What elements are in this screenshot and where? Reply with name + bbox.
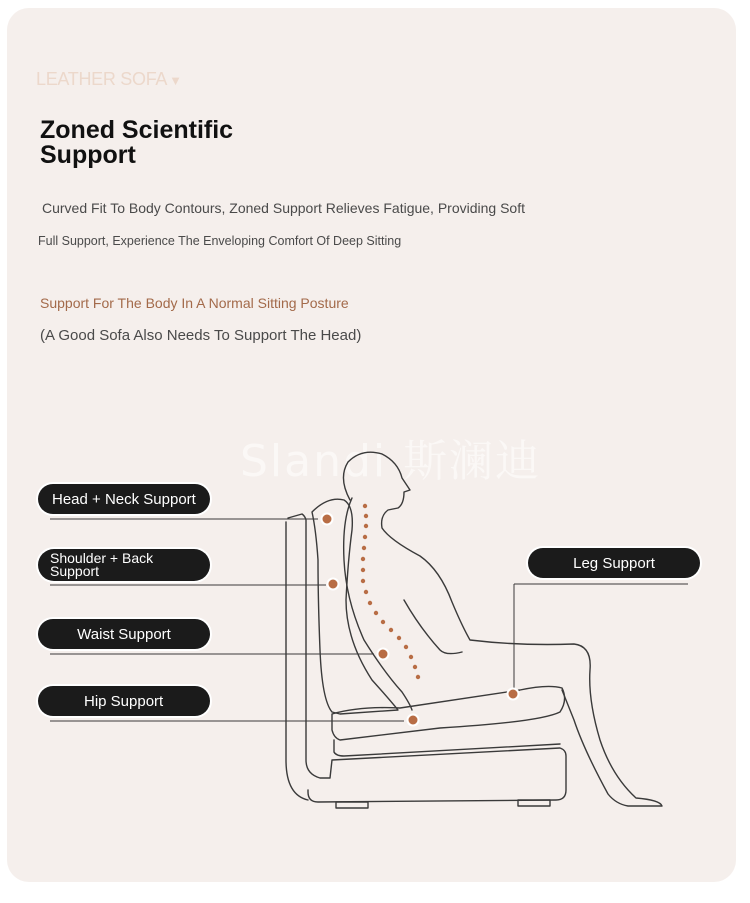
support-points	[322, 514, 519, 726]
spine-dot	[364, 524, 368, 528]
spine-dot	[363, 535, 367, 539]
hip-support-dot	[408, 715, 419, 726]
spine-dot	[381, 620, 385, 624]
spine-dot	[361, 568, 365, 572]
spine-dot	[409, 655, 413, 659]
spine-dot	[389, 628, 393, 632]
sofa-back-outer	[286, 522, 308, 800]
spine-dot	[361, 557, 365, 561]
spine-dot	[374, 611, 378, 615]
triangle-down-icon: ▼	[169, 73, 182, 88]
spine-dot	[368, 601, 372, 605]
leg-support-dot	[508, 689, 519, 700]
description-line-1: Curved Fit To Body Contours, Zoned Support Relieves Fatigue, Providing Soft	[42, 200, 525, 216]
head-neck-support-label: Head + Neck Support	[38, 484, 210, 514]
human-back	[344, 498, 412, 710]
spine-dot	[416, 675, 420, 679]
spine-dot	[361, 579, 365, 583]
spine-dot	[364, 514, 368, 518]
sofa-seat	[332, 686, 565, 740]
spine-dot	[362, 546, 366, 550]
head-support-dot	[322, 514, 333, 525]
spine-dots	[361, 504, 420, 679]
sofa-leg-left	[336, 802, 368, 808]
waist-support-label: Waist Support	[38, 619, 210, 649]
eyebrow-label: LEATHER SOFA ▼	[36, 69, 182, 89]
title-line-2: Support	[40, 141, 136, 169]
spine-dot	[404, 645, 408, 649]
spine-dot	[364, 590, 368, 594]
spine-dot	[397, 636, 401, 640]
leg-support-label: Leg Support	[528, 548, 700, 578]
spine-dot	[363, 504, 367, 508]
brand-watermark: Slandi 斯澜迪	[240, 436, 542, 487]
shoulder-support-dot	[328, 579, 339, 590]
subtitle-line-1: Support For The Body In A Normal Sitting Posture	[40, 295, 349, 311]
title-line-1: Zoned Scientific	[40, 116, 234, 144]
human-arm	[404, 600, 462, 654]
hip-support-label: Hip Support	[38, 686, 210, 716]
waist-support-dot	[378, 649, 389, 660]
subtitle-line-2: (A Good Sofa Also Needs To Support The Head)	[40, 327, 362, 344]
shoulder-back-support-label: Shoulder + Back Support	[38, 549, 210, 581]
spine-dot	[413, 665, 417, 669]
description-line-2: Full Support, Experience The Enveloping Comfort Of Deep Sitting	[38, 234, 402, 248]
sofa-frame	[288, 514, 566, 802]
